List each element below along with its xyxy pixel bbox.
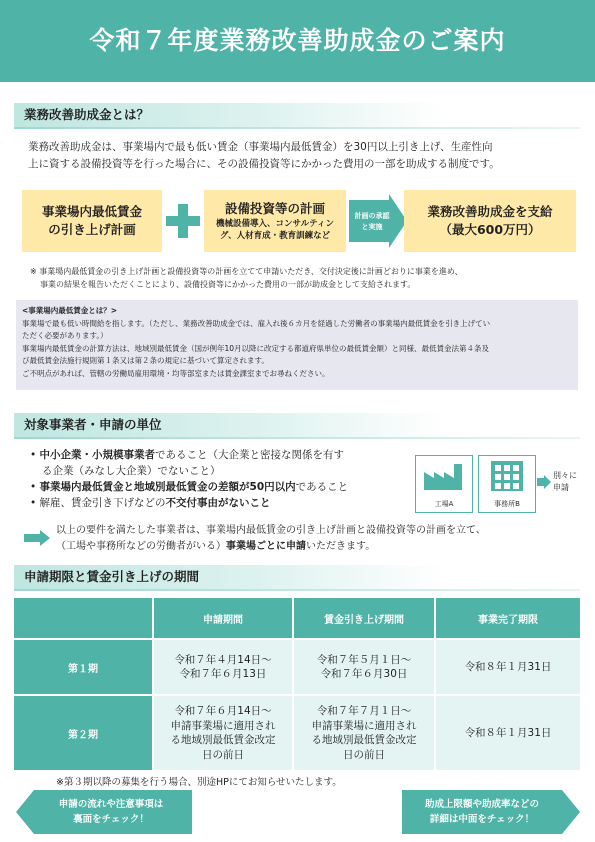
separate-line-1: 別々に bbox=[553, 471, 577, 480]
definition-title: <事業場内最低賃金とは？> bbox=[22, 306, 118, 315]
table-cell bbox=[294, 696, 434, 770]
requirement-2-bold: 事業場内最低賃金と地域別最低賃金の差額が50円以内 bbox=[39, 481, 296, 493]
wage-plan-line-2: の引き上げ計画 bbox=[48, 222, 136, 237]
requirement-2-rest: であること bbox=[295, 481, 349, 493]
definition-line-3: 事業場内最低賃金の計算方法は、地域別最低賃金（国が例年10月以降に改定する都道府県単位の最低賃金額）と同様、最低賃金法第４条及 bbox=[22, 343, 490, 353]
summary-line-2-pre: （工場や事務所などの労働者がいる） bbox=[56, 541, 226, 552]
section-title-about: 業務改善助成金とは？ bbox=[14, 103, 444, 127]
office-building-icon bbox=[479, 456, 535, 494]
summary-line-1: 以上の要件を満たした事業者は、事業場内最低賃金の引き上げ計画と設備投資等の計画を立て、 bbox=[56, 525, 486, 536]
subsidy-line-2: （最大600万円） bbox=[439, 222, 541, 237]
investment-plan-sub-1: 機械設備導入、コンサルティン bbox=[216, 219, 334, 229]
intro-paragraph bbox=[28, 139, 588, 173]
subsidy-line-1: 業務改善助成金を支給 bbox=[427, 204, 553, 219]
cell-line: 申請事業場に適用され bbox=[170, 719, 276, 732]
cell-line: 令和７年５月１日～ bbox=[316, 653, 412, 666]
separate-application-label bbox=[553, 470, 577, 494]
factory-a-card bbox=[415, 455, 473, 513]
table-header-empty bbox=[14, 598, 152, 638]
summary-line-2-post: いただきます。 bbox=[306, 541, 376, 552]
cell-line: 日の前日 bbox=[202, 748, 244, 761]
inner-page-link-line-2: 詳細は中面をチェック！ bbox=[429, 814, 535, 825]
definition-line-4: び最低賃金法施行規則第１条又は第２条の規定に基づいて算定されます。 bbox=[22, 356, 269, 365]
arrow-right-icon bbox=[537, 475, 551, 489]
definition-text bbox=[22, 305, 574, 380]
row-label-period-2: 第２期 bbox=[14, 696, 152, 770]
table-cell bbox=[154, 696, 292, 770]
wage-plan-line-1: 事業場内最低賃金 bbox=[41, 204, 142, 219]
approval-arrow-line-2: と実施 bbox=[361, 223, 383, 231]
plus-icon bbox=[166, 204, 200, 238]
wage-plan-box bbox=[22, 190, 162, 252]
summary-arrow-icon bbox=[24, 530, 50, 546]
inner-page-link[interactable] bbox=[404, 797, 560, 827]
intro-line-1: 業務改善助成金は、事業場内で最も低い賃金（事業場内最低賃金）を30円以上引き上げ、生産性向 bbox=[28, 141, 493, 153]
section-divider bbox=[14, 437, 580, 439]
table-header-deadline: 事業完了期限 bbox=[436, 598, 580, 638]
back-page-link-line-2: 裏面をチェック！ bbox=[73, 814, 149, 825]
back-page-link-line-1: 申請の流れや注意事項は bbox=[58, 799, 164, 810]
requirement-item-3: • 解雇、賃金引き下げなどの不交付事由がないこと bbox=[30, 497, 271, 509]
back-page-link[interactable] bbox=[36, 797, 186, 827]
cell-line: 令和７年６月30日 bbox=[320, 668, 408, 680]
section-title-target: 対象事業者・申請の単位 bbox=[14, 413, 444, 437]
approval-arrow-text bbox=[349, 211, 395, 233]
subsidy-box bbox=[404, 190, 576, 252]
inner-page-link-line-1: 助成上限額や助成率などの bbox=[424, 799, 539, 810]
cell-line: る地域別最低賃金改定 bbox=[170, 734, 276, 746]
summary-text bbox=[56, 523, 586, 555]
summary-line-2-bold: 事業場ごとに申請 bbox=[226, 541, 306, 552]
cell-line: 令和８年１月31日 bbox=[464, 726, 552, 739]
requirement-1-bold: 中小企業・小規模事業者 bbox=[39, 449, 156, 461]
cell-line: 令和８年１月31日 bbox=[464, 660, 552, 673]
schedule-table bbox=[14, 598, 580, 770]
office-label: 事務所B bbox=[494, 500, 520, 508]
section-divider bbox=[14, 589, 580, 591]
table-cell bbox=[294, 640, 434, 694]
table-cell bbox=[436, 696, 580, 770]
requirement-3-pre: 解雇、賃金引き下げなどの bbox=[39, 497, 166, 509]
cell-line: 令和７年７月１日～ bbox=[316, 705, 412, 717]
investment-plan-box bbox=[204, 190, 346, 252]
cell-line: 令和７年６月14日～ bbox=[174, 705, 272, 717]
office-b-card bbox=[478, 455, 536, 513]
cell-line: る地域別最低賃金改定 bbox=[311, 734, 417, 746]
factory-label: 工場A bbox=[434, 500, 454, 508]
table-cell bbox=[436, 640, 580, 694]
table-header-apply: 申請期間 bbox=[154, 598, 292, 638]
cell-line: 申請事業場に適用され bbox=[311, 719, 417, 732]
table-header-wage: 賃金引き上げ期間 bbox=[294, 598, 434, 638]
cell-line: 令和７年４月14日～ bbox=[174, 653, 272, 666]
definition-line-1: 事業場で最も低い時間給を指します。（ただし、業務改善助成金では、雇入れ後６カ月を経過した労働者の事業場内最低賃金を引き上げてい bbox=[22, 318, 491, 328]
flow-note bbox=[30, 265, 586, 291]
approval-arrow-line-1: 計画の承認 bbox=[354, 212, 390, 220]
table-cell bbox=[154, 640, 292, 694]
page-title: 令和７年度業務改善助成金のご案内 bbox=[0, 0, 595, 82]
row-label-period-1: 第１期 bbox=[14, 640, 152, 694]
investment-plan-sub-2: グ、人材育成・教育訓練など bbox=[219, 231, 331, 241]
intro-line-2: 上に資する設備投資等を行った場合に、その設備投資等にかかった費用の一部を助成する制度です。 bbox=[28, 158, 500, 170]
requirements-list bbox=[30, 447, 410, 511]
schedule-footnote: ※第３期以降の募集を行う場合、別途HPにてお知らせいたします。 bbox=[56, 777, 342, 788]
requirement-item-2: • 事業場内最低賃金と地域別最低賃金の差額が50円以内であること bbox=[30, 481, 349, 493]
definition-line-5: ご不明点があれば、管轄の労働局雇用環境・均等部室または賃金課室までお尋ねください。 bbox=[22, 368, 330, 378]
requirement-3-bold: 不交付事由がないこと bbox=[165, 497, 271, 509]
requirement-1-rest: であること（大企業と密接な関係を有す bbox=[155, 449, 345, 461]
investment-plan-title: 設備投資等の計画 bbox=[224, 201, 325, 216]
requirement-item-1: • 中小企業・小規模事業者であること（大企業と密接な関係を有す bbox=[30, 449, 345, 461]
flow-note-line-1: ※ 事業場内最低賃金の引き上げ計画と設備投資等の計画を立てて申請いただき、交付決定後に計画どおりに事業を進め、 bbox=[30, 267, 463, 276]
definition-line-2: ただく必要があります。） bbox=[22, 331, 108, 340]
section-divider bbox=[14, 127, 580, 129]
section-title-schedule: 申請期限と賃金引き上げの期間 bbox=[14, 565, 444, 589]
flow-note-line-2: 事業の結果を報告いただくことにより、設備投資等にかかった費用の一部が助成金として支給されます。 bbox=[40, 280, 416, 289]
summary-line-2 bbox=[56, 539, 586, 555]
cell-line: 令和７年６月13日 bbox=[179, 668, 267, 680]
factory-icon bbox=[416, 456, 472, 494]
cell-line: 日の前日 bbox=[343, 748, 385, 761]
requirement-item-1-cont: る企業（みなし大企業）でないこと） bbox=[42, 465, 221, 477]
separate-line-2: 申請 bbox=[553, 483, 569, 492]
